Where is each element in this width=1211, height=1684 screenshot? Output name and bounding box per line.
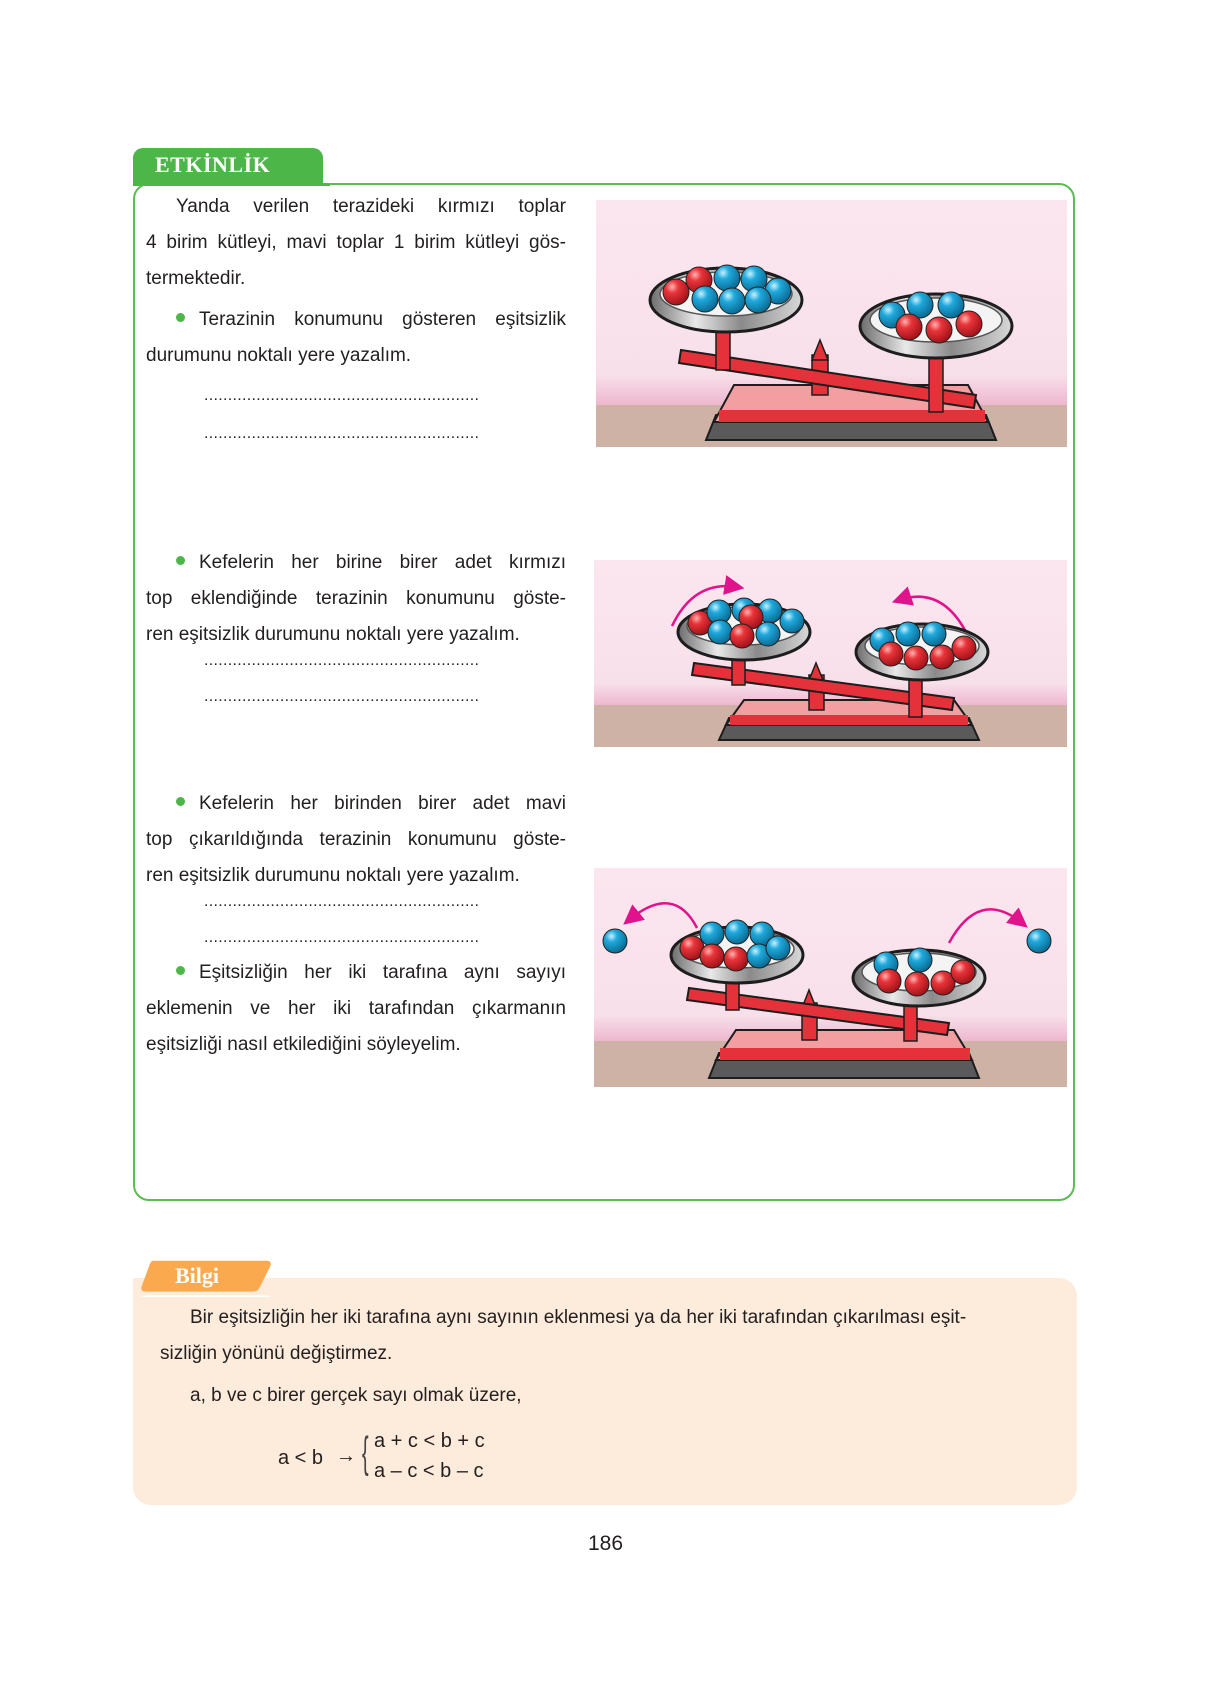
arrow-icon: → bbox=[336, 1445, 356, 1467]
formula-result-subtract: a – c < b – c bbox=[374, 1460, 484, 1482]
question-text: ren eşitsizlik durumunu noktalı yere yazalım. bbox=[146, 865, 520, 886]
question-text: Terazinin konumunu gösteren eşitsizlik bbox=[199, 309, 566, 330]
answer-line[interactable]: .......................................................... bbox=[204, 425, 480, 442]
question-text: durumunu noktalı yere yazalım. bbox=[146, 345, 412, 366]
question-3 bbox=[146, 786, 566, 894]
info-line: sizliğin yönünü değiştirmez. bbox=[160, 1343, 393, 1364]
answer-line[interactable]: .......................................................... bbox=[204, 929, 480, 946]
activity-tab-label: ETKİNLİK bbox=[155, 152, 271, 177]
bullet-icon bbox=[176, 313, 185, 322]
balance-scale-image-3 bbox=[594, 868, 1067, 1087]
intro-line: Yanda verilen terazideki kırmızı toplar bbox=[176, 196, 566, 217]
question-text: eşitsizliği nasıl etkilediğini söyleyelim. bbox=[146, 1034, 461, 1055]
bullet-icon bbox=[176, 797, 185, 806]
question-text: Eşitsizliğin her iki tarafına aynı sayıyı bbox=[199, 962, 566, 983]
info-line: a, b ve c birer gerçek sayı olmak üzere, bbox=[190, 1385, 522, 1406]
question-1 bbox=[146, 302, 566, 374]
question-text: top çıkarıldığında terazinin konumunu göste- bbox=[146, 829, 566, 850]
formula-premise: a < b bbox=[278, 1447, 324, 1469]
intro-line: 4 birim kütleyi, mavi toplar 1 birim kütleyi gös- bbox=[146, 232, 566, 253]
removed-blue-ball-right bbox=[1027, 929, 1051, 953]
answer-line[interactable]: .......................................................... bbox=[204, 688, 480, 705]
activity-intro bbox=[146, 189, 566, 297]
page-number: 186 bbox=[587, 1532, 624, 1555]
formula-result-add: a + c < b + c bbox=[374, 1430, 485, 1452]
question-text: top eklendiğinde terazinin konumunu göste- bbox=[146, 588, 566, 609]
question-text: Kefelerin her birinden birer adet mavi bbox=[199, 793, 566, 814]
question-text: ren eşitsizlik durumunu noktalı yere yazalım. bbox=[146, 624, 520, 645]
question-text: eklemenin ve her iki tarafından çıkarmanın bbox=[146, 998, 566, 1019]
intro-line: termektedir. bbox=[146, 268, 246, 289]
question-4 bbox=[146, 955, 566, 1063]
removed-blue-ball-left bbox=[603, 929, 627, 953]
answer-line[interactable]: .......................................................... bbox=[204, 893, 480, 910]
info-line: Bir eşitsizliğin her iki tarafına aynı sayının eklenmesi ya da her iki tarafından çıkarılması eşit- bbox=[190, 1307, 967, 1328]
bullet-icon bbox=[176, 966, 185, 975]
activity-tab-curve bbox=[300, 160, 330, 186]
answer-line[interactable]: .......................................................... bbox=[204, 652, 480, 669]
question-2 bbox=[146, 545, 566, 653]
balance-scale-image-2 bbox=[594, 560, 1067, 747]
info-tab-label: Bilgi bbox=[175, 1263, 220, 1288]
balance-scale-image-1 bbox=[596, 200, 1067, 447]
brace-icon: { bbox=[362, 1428, 369, 1477]
answer-line[interactable]: .......................................................... bbox=[204, 387, 480, 404]
bullet-icon bbox=[176, 556, 185, 565]
question-text: Kefelerin her birine birer adet kırmızı bbox=[199, 552, 566, 573]
info-text bbox=[160, 1300, 1060, 1414]
